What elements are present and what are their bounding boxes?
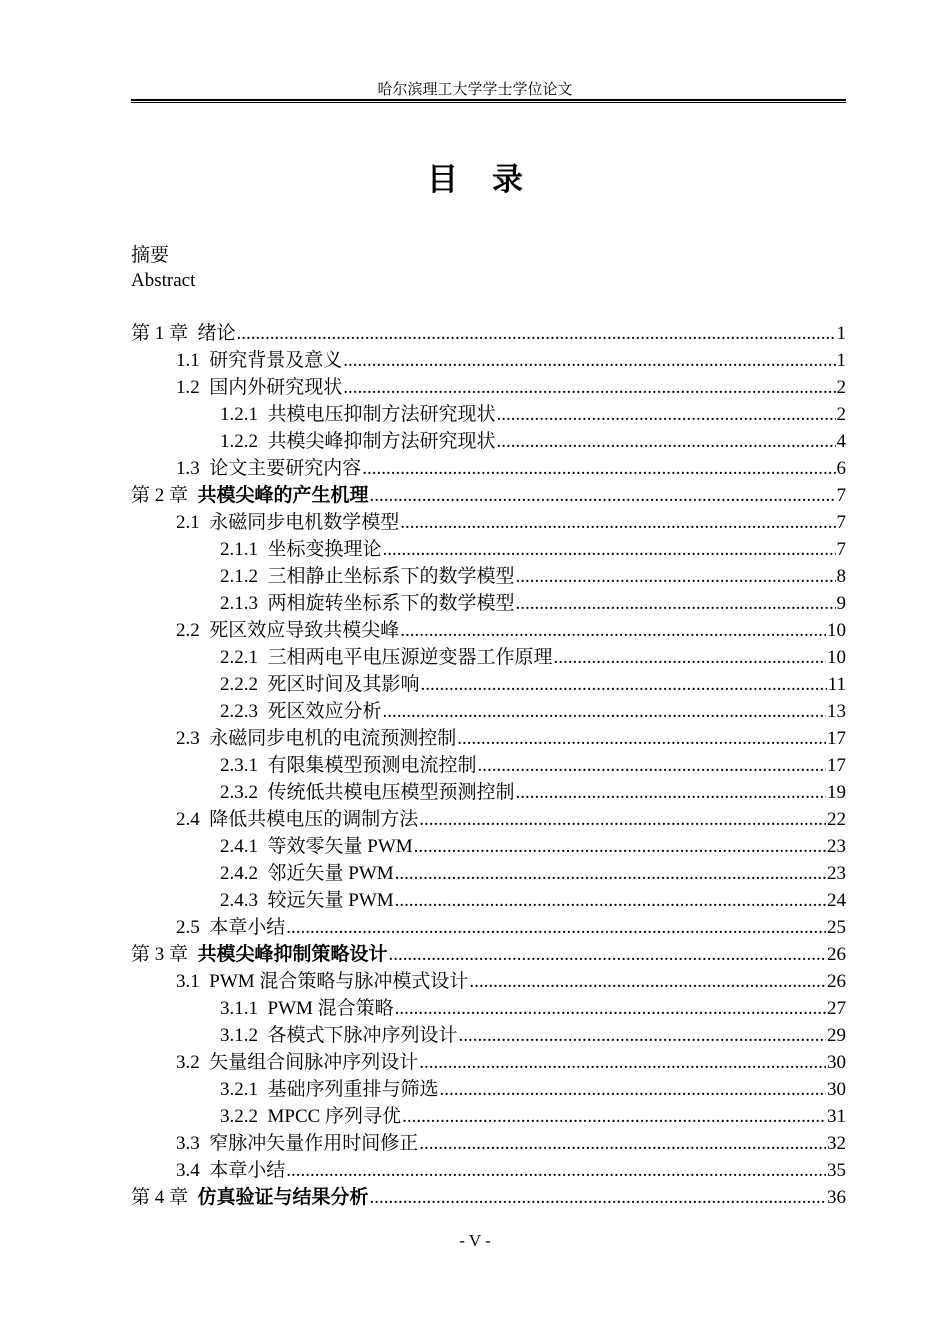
toc-entry-page: 23 xyxy=(827,836,846,857)
dot-leader xyxy=(362,455,835,482)
toc-entry-title: 绪论 xyxy=(197,323,236,344)
toc-entry-page: 1 xyxy=(836,350,846,371)
toc-entry[interactable] xyxy=(131,1130,846,1157)
toc-entry-title: 仿真验证与结果分析 xyxy=(197,1187,369,1208)
toc-entry-title: 研究背景及意义 xyxy=(209,350,343,371)
toc-entry-page: 32 xyxy=(827,1133,846,1154)
dot-leader xyxy=(395,995,826,1022)
toc-entry-number: 2.3 xyxy=(176,728,200,749)
toc-entry-label xyxy=(220,1103,401,1130)
toc-entry[interactable] xyxy=(131,806,846,833)
toc-entry-number: 2.4.3 xyxy=(220,890,258,911)
toc-entry-title: 三相两电平电压源逆变器工作原理 xyxy=(267,647,553,668)
toc-entry-label xyxy=(220,1076,439,1103)
toc-entry-label xyxy=(220,887,394,914)
toc-entry-page: 23 xyxy=(827,863,846,884)
toc-entry-title: 邻近矢量 PWM xyxy=(267,863,394,884)
header-rule-thin xyxy=(131,102,846,103)
toc-entry[interactable] xyxy=(131,1022,846,1049)
toc-entry-title: 永磁同步电机数学模型 xyxy=(209,512,400,533)
toc-entry-label xyxy=(131,482,369,509)
toc-entry[interactable] xyxy=(131,914,846,941)
dot-leader xyxy=(414,833,826,860)
dot-leader xyxy=(516,590,836,617)
toc-entry-number: 2.1 xyxy=(176,512,200,533)
toc-entry-page: 8 xyxy=(836,566,846,587)
toc-entry[interactable] xyxy=(131,509,846,536)
toc-entry[interactable] xyxy=(131,968,846,995)
dot-leader xyxy=(440,1076,826,1103)
toc-entry-title: 国内外研究现状 xyxy=(209,377,343,398)
toc-entry-number: 第 1 章 xyxy=(131,323,189,344)
toc-entry-page: 9 xyxy=(836,593,846,614)
toc-entry-label xyxy=(176,509,399,536)
toc-entry-page: 7 xyxy=(836,512,846,533)
toc-entry[interactable] xyxy=(131,1076,846,1103)
dot-leader xyxy=(516,563,836,590)
toc-entry-label xyxy=(131,941,388,968)
toc-entry-number: 2.1.1 xyxy=(220,539,258,560)
toc-entry-number: 3.3 xyxy=(176,1133,200,1154)
toc-entry[interactable] xyxy=(131,1157,846,1184)
toc-entry[interactable] xyxy=(131,590,846,617)
toc-entry[interactable] xyxy=(131,752,846,779)
toc-entry-number: 2.4.2 xyxy=(220,863,258,884)
toc-entry[interactable] xyxy=(131,617,846,644)
header-rule-thick xyxy=(131,99,846,101)
toc-entry-title: 共模尖峰抑制方法研究现状 xyxy=(267,431,496,452)
toc-entry-title: 本章小结 xyxy=(209,917,286,938)
toc-entry-number: 3.4 xyxy=(176,1160,200,1181)
dot-leader xyxy=(383,536,836,563)
dot-leader xyxy=(400,617,826,644)
toc-entry-page: 17 xyxy=(827,755,846,776)
toc-entry-label xyxy=(176,914,285,941)
toc-entry-page: 25 xyxy=(827,917,846,938)
toc-entry-page: 22 xyxy=(827,809,846,830)
toc-entry-label xyxy=(220,590,515,617)
toc-entry[interactable] xyxy=(131,347,846,374)
dot-leader xyxy=(370,1184,826,1211)
toc-entry-number: 第 4 章 xyxy=(131,1187,189,1208)
abstract-en-entry[interactable]: Abstract xyxy=(131,270,196,291)
toc-entry[interactable] xyxy=(131,1103,846,1130)
dot-leader xyxy=(395,887,826,914)
dot-leader xyxy=(370,482,836,509)
toc-entry-label xyxy=(220,536,382,563)
toc-entry-label xyxy=(176,806,418,833)
toc-entry-title: 本章小结 xyxy=(209,1160,286,1181)
dot-leader xyxy=(497,401,836,428)
page-number: - V - xyxy=(459,1231,491,1250)
toc-entry-label xyxy=(131,320,236,347)
toc-entry-label xyxy=(176,725,456,752)
toc-entry-number: 2.2.3 xyxy=(220,701,258,722)
dot-leader xyxy=(286,914,826,941)
toc-entry-title: PWM 混合策略与脉冲模式设计 xyxy=(209,971,469,992)
toc-entry-label xyxy=(220,779,515,806)
dot-leader xyxy=(395,860,826,887)
toc-entry-page: 30 xyxy=(827,1052,846,1073)
toc-entry-label xyxy=(220,644,553,671)
dot-leader xyxy=(419,1130,826,1157)
dot-leader xyxy=(343,374,835,401)
dot-leader xyxy=(516,779,826,806)
toc-entry-page: 1 xyxy=(836,323,846,344)
toc-entry-label xyxy=(220,860,394,887)
toc-entry-number: 1.3 xyxy=(176,458,200,479)
toc-entry-title: PWM 混合策略 xyxy=(267,998,394,1019)
toc-entry-title: 两相旋转坐标系下的数学模型 xyxy=(267,593,515,614)
abstract-cn-entry[interactable]: 摘要 xyxy=(131,245,170,266)
toc-entry-number: 2.2.2 xyxy=(220,674,258,695)
toc-entry-page: 2 xyxy=(836,377,846,398)
toc-entry-title: 坐标变换理论 xyxy=(267,539,382,560)
toc-entry-page: 19 xyxy=(827,782,846,803)
toc-entry-title: 降低共模电压的调制方法 xyxy=(209,809,419,830)
dot-leader xyxy=(286,1157,826,1184)
toc-entry-page: 11 xyxy=(827,674,846,695)
toc-entry-page: 10 xyxy=(827,620,846,641)
toc-entry[interactable] xyxy=(131,644,846,671)
toc-entry[interactable] xyxy=(131,671,846,698)
toc-entry-page: 13 xyxy=(827,701,846,722)
dot-leader xyxy=(421,671,827,698)
toc-entry-page: 6 xyxy=(836,458,846,479)
title-char-2: 录 xyxy=(492,162,523,198)
toc-entry-title: MPCC 序列寻优 xyxy=(267,1106,402,1127)
toc-entry[interactable] xyxy=(131,1184,846,1211)
toc-entry-label xyxy=(220,833,413,860)
toc-entry-label xyxy=(131,1184,369,1211)
toc-entry[interactable] xyxy=(131,482,846,509)
toc-entry-page: 17 xyxy=(827,728,846,749)
toc-entry-page: 31 xyxy=(827,1106,846,1127)
toc-entry-label xyxy=(220,995,394,1022)
toc-entry-title: 死区效应导致共模尖峰 xyxy=(209,620,400,641)
toc-entry-title: 论文主要研究内容 xyxy=(209,458,362,479)
toc-entry-number: 3.2.1 xyxy=(220,1079,258,1100)
toc-entry-title: 有限集模型预测电流控制 xyxy=(267,755,477,776)
toc-entry[interactable] xyxy=(131,995,846,1022)
toc-entry-number: 3.2.2 xyxy=(220,1106,258,1127)
toc-entry-page: 7 xyxy=(836,485,846,506)
toc-entry-number: 2.2.1 xyxy=(220,647,258,668)
toc-entry[interactable] xyxy=(131,779,846,806)
toc-entry-number: 2.2 xyxy=(176,620,200,641)
toc-entry-title: 窄脉冲矢量作用时间修正 xyxy=(209,1133,419,1154)
toc-entry-title: 矢量组合间脉冲序列设计 xyxy=(209,1052,419,1073)
toc-entry-page: 4 xyxy=(836,431,846,452)
toc-entry-page: 2 xyxy=(836,404,846,425)
toc-entry-label xyxy=(220,1022,458,1049)
toc-entry-number: 1.1 xyxy=(176,350,200,371)
dot-leader xyxy=(400,509,835,536)
toc-entry-label xyxy=(176,1130,418,1157)
toc-entry-title: 各模式下脉冲序列设计 xyxy=(267,1025,458,1046)
toc-entry-title: 较远矢量 PWM xyxy=(267,890,394,911)
toc-entry-page: 26 xyxy=(827,944,846,965)
toc-entry-label xyxy=(220,698,382,725)
toc-entry[interactable] xyxy=(131,833,846,860)
toc-entry-title: 三相静止坐标系下的数学模型 xyxy=(267,566,515,587)
toc-entry-number: 2.4 xyxy=(176,809,200,830)
toc-entry-page: 27 xyxy=(827,998,846,1019)
toc-entry-title: 死区效应分析 xyxy=(267,701,382,722)
dot-leader xyxy=(419,806,826,833)
toc-entry-title: 传统低共模电压模型预测控制 xyxy=(267,782,515,803)
toc-entry-page: 26 xyxy=(827,971,846,992)
toc-entry-label xyxy=(220,752,477,779)
toc-entry-label xyxy=(220,428,496,455)
toc-entry-number: 第 3 章 xyxy=(131,944,189,965)
toc-entry[interactable] xyxy=(131,1049,846,1076)
toc-entry-label xyxy=(220,671,420,698)
toc-entry-number: 3.1.1 xyxy=(220,998,258,1019)
toc-entry-number: 1.2.2 xyxy=(220,431,258,452)
table-of-contents xyxy=(131,320,846,1211)
toc-entry-number: 3.2 xyxy=(176,1052,200,1073)
toc-entry[interactable] xyxy=(131,860,846,887)
toc-entry-title: 等效零矢量 PWM xyxy=(267,836,413,857)
dot-leader xyxy=(497,428,836,455)
toc-entry[interactable] xyxy=(131,536,846,563)
toc-entry-label xyxy=(176,374,342,401)
page-title xyxy=(0,154,950,199)
toc-entry[interactable] xyxy=(131,725,846,752)
dot-leader xyxy=(459,1022,826,1049)
toc-entry[interactable] xyxy=(131,563,846,590)
toc-entry-page: 29 xyxy=(827,1025,846,1046)
toc-entry-page: 24 xyxy=(827,890,846,911)
toc-entry-page: 36 xyxy=(827,1187,846,1208)
toc-entry[interactable] xyxy=(131,374,846,401)
toc-entry-label xyxy=(220,563,515,590)
toc-entry-page: 35 xyxy=(827,1160,846,1181)
toc-entry-page: 7 xyxy=(836,539,846,560)
toc-entry-number: 2.3.2 xyxy=(220,782,258,803)
dot-leader xyxy=(457,725,826,752)
dot-leader xyxy=(419,1049,826,1076)
toc-entry-label xyxy=(176,617,399,644)
toc-entry[interactable] xyxy=(131,698,846,725)
dot-leader xyxy=(469,968,826,995)
dot-leader xyxy=(389,941,826,968)
toc-entry-title: 共模电压抑制方法研究现状 xyxy=(267,404,496,425)
toc-entry-label xyxy=(176,968,468,995)
toc-entry-title: 死区时间及其影响 xyxy=(267,674,420,695)
toc-entry-title: 永磁同步电机的电流预测控制 xyxy=(209,728,457,749)
toc-entry-number: 1.2 xyxy=(176,377,200,398)
toc-entry[interactable] xyxy=(131,887,846,914)
dot-leader xyxy=(237,320,836,347)
toc-entry-number: 2.4.1 xyxy=(220,836,258,857)
dot-leader xyxy=(383,698,826,725)
toc-entry-label xyxy=(220,401,496,428)
toc-entry[interactable] xyxy=(131,428,846,455)
toc-entry[interactable] xyxy=(131,320,846,347)
toc-entry-title: 共模尖峰的产生机理 xyxy=(197,485,369,506)
title-char-1: 目 xyxy=(427,162,458,198)
toc-entry-number: 1.2.1 xyxy=(220,404,258,425)
toc-entry-number: 2.3.1 xyxy=(220,755,258,776)
toc-entry-page: 30 xyxy=(827,1079,846,1100)
toc-entry-label xyxy=(176,1049,418,1076)
toc-entry-number: 2.5 xyxy=(176,917,200,938)
toc-entry[interactable] xyxy=(131,455,846,482)
toc-entry-number: 3.1.2 xyxy=(220,1025,258,1046)
dot-leader xyxy=(343,347,835,374)
toc-entry-title: 共模尖峰抑制策略设计 xyxy=(197,944,388,965)
toc-entry[interactable] xyxy=(131,941,846,968)
toc-entry-number: 第 2 章 xyxy=(131,485,189,506)
toc-entry-page: 10 xyxy=(827,647,846,668)
toc-entry-label xyxy=(176,347,342,374)
dot-leader xyxy=(402,1103,826,1130)
toc-entry-label xyxy=(176,1157,285,1184)
running-header: 哈尔滨理工大学学士学位论文 xyxy=(377,82,573,98)
toc-entry-label xyxy=(176,455,361,482)
toc-entry-title: 基础序列重排与筛选 xyxy=(267,1079,439,1100)
toc-entry[interactable] xyxy=(131,401,846,428)
toc-entry-number: 3.1 xyxy=(176,971,200,992)
toc-entry-number: 2.1.3 xyxy=(220,593,258,614)
toc-entry-number: 2.1.2 xyxy=(220,566,258,587)
dot-leader xyxy=(478,752,826,779)
dot-leader xyxy=(554,644,826,671)
